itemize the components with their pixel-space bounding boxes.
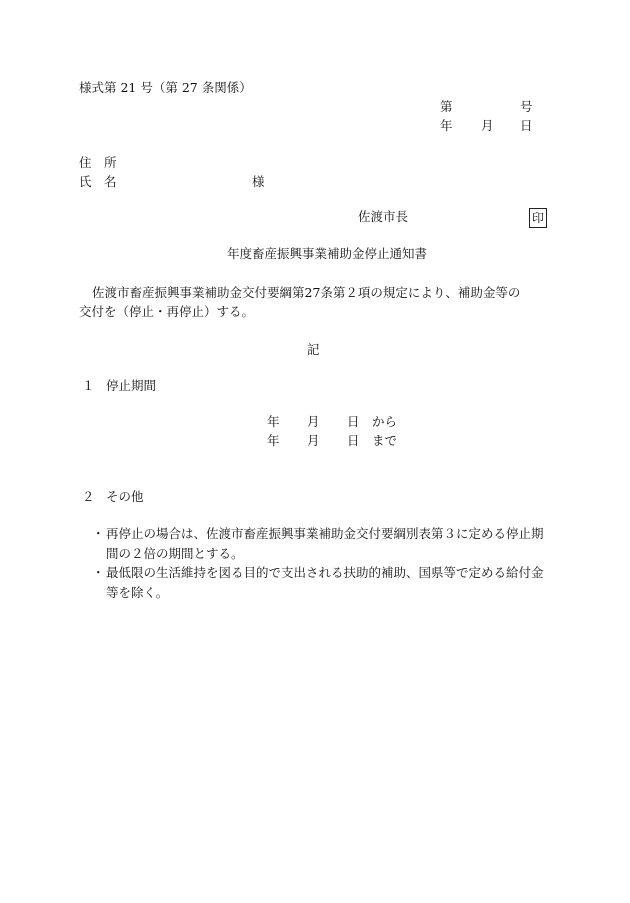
number-prefix: 第 xyxy=(440,99,453,114)
section-1-number: １ xyxy=(82,378,95,393)
section-2-title: その他 xyxy=(106,489,144,504)
note-1: 再停止の場合は、佐渡市畜産振興事業補助金交付要綱別表第３に定める停止期間の２倍の期間とする。 xyxy=(106,526,544,561)
honorific: 様 xyxy=(252,174,265,189)
list-item xyxy=(92,524,552,564)
number-suffix: 号 xyxy=(520,99,533,114)
address-label: 住 所 xyxy=(79,155,117,170)
sender-title: 佐渡市長 xyxy=(358,209,409,224)
list-item xyxy=(92,563,552,603)
period-to-day: 日 xyxy=(347,433,360,448)
period-from-suffix: から xyxy=(372,414,398,429)
name-label: 氏 名 xyxy=(79,174,117,189)
ki-heading: 記 xyxy=(307,342,320,357)
body-line-1: 佐渡市畜産振興事業補助金交付要綱第27条第２項の規定により、補助金等の xyxy=(92,285,521,300)
period-to-month: 月 xyxy=(307,433,320,448)
seal-mark: 印 xyxy=(529,208,547,228)
bullet-mark: ・ xyxy=(92,526,105,541)
period-to-year: 年 xyxy=(267,433,280,448)
period-from-year: 年 xyxy=(267,414,280,429)
period-from-month: 月 xyxy=(307,414,320,429)
form-number: 様式第 21 号（第 27 条関係） xyxy=(79,80,252,95)
body-line-2: 交付を（停止・再停止）する。 xyxy=(79,304,255,319)
date-day: 日 xyxy=(520,118,533,133)
period-from-day: 日 xyxy=(347,414,360,429)
period-to-suffix: まで xyxy=(372,433,398,448)
section-2-number: ２ xyxy=(82,489,95,504)
note-2: 最低限の生活維持を図る目的で支出される扶助的補助、国県等で定める給付金等を除く。 xyxy=(106,565,544,600)
bullet-mark: ・ xyxy=(92,565,105,580)
date-month: 月 xyxy=(481,118,494,133)
document-title: 年度畜産振興事業補助金停止通知書 xyxy=(227,246,428,261)
date-year: 年 xyxy=(440,118,453,133)
section-1-title: 停止期間 xyxy=(106,378,157,393)
